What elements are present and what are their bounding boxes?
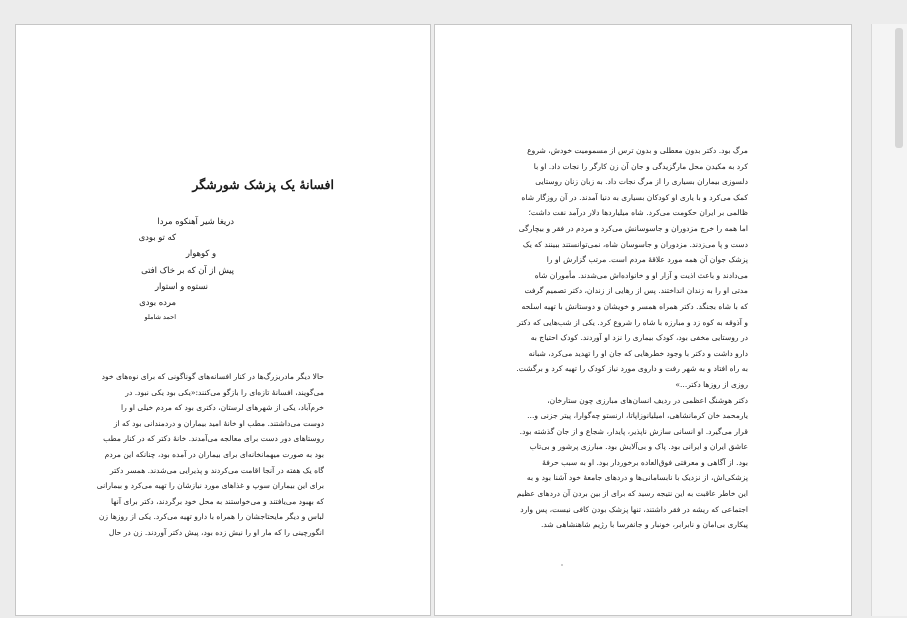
text-line: بود. از آگاهی و معرفتی فوق‌العاده برخوردار بود. او به سبب حرفهٔ — [542, 457, 748, 467]
left-page-body — [28, 369, 324, 541]
poem-line: دریغا شیر آهنکوه مردا — [157, 216, 234, 226]
text-line: روزی از روزها دکتر...» — [675, 379, 748, 389]
poem-line: پیش از آن که بر خاک افتی — [141, 264, 234, 275]
text-line: دکتر هوشنگ اعظمی در ردیف انسان‌های مبارزی چون ستارخان، — [547, 395, 748, 405]
text-line: قرار می‌گیرد. او انسانی سازش ناپذیر، پایدار، شجاع و از جان گذشته بود. — [519, 426, 748, 436]
text-line: مرگ بود. دکتر بدون معطلی و بدون ترس از مسمومیت خودش، شروع — [527, 146, 748, 155]
text-line: که با شاه بجنگد. دکتر همراه همسر و خویشان و دوستانش با تهیه اسلحه — [521, 301, 748, 311]
text-line: به راه افتاد و به شهر رفت و داروی مورد نیاز کودک را تهیه کرد و برگشت. — [516, 364, 748, 374]
epigraph-poem — [34, 213, 234, 323]
text-line: کمک می‌کرد و با یاری او کودکان بسیاری به دنیا آمدند. در آن روزگار شاه — [521, 192, 748, 202]
text-line: برای این بیماران سوپ و غذاهای مورد نیازشان را تهیه می‌کرد و بیمارانی — [96, 481, 324, 491]
poem-line: که تو بودی — [138, 232, 176, 243]
right-page-body — [450, 143, 748, 533]
text-line: دست و پا می‌زدند. مزدوران و جاسوسان شاه، نمی‌توانستند ببینند که یک — [522, 239, 748, 249]
text-line: پزشک جوان آن همه مورد علاقهٔ مردم است. مرتب گزارش او را — [546, 255, 748, 265]
text-line: روستاهای دور دست برای معالجه می‌آمدند. خانهٔ دکتر که در کنار مطب — [103, 434, 324, 444]
poem-line: مرده بودی — [139, 297, 176, 308]
text-line: کرد به مکیدن محل مارگزیدگی و جان آن زن کارگر را نجات داد. او با — [533, 161, 748, 171]
text-line: لباس و دیگر مایحتاجشان را همراه با دارو تهیه می‌کرد. یکی از روزها زن — [98, 512, 324, 522]
vertical-scrollbar[interactable] — [871, 24, 907, 616]
text-line: انگورچینی را که مار او را نیش زده بود، پیش دکتر آوردند. زن در حال — [108, 527, 324, 537]
text-line: در روستایی مخفی بود، کودک بیماری را نزد او آوردند. کودک احتیاج به — [530, 333, 748, 343]
scrollbar-thumb[interactable] — [895, 28, 903, 148]
document-page-left — [15, 24, 431, 616]
poem-author: احمد شاملو — [144, 313, 176, 322]
text-line: بود به صورت میهمانخانه‌ای برای بیماران در آمده بود، چنانکه این مردم — [104, 449, 324, 459]
text-line: می‌گویند، افسانهٔ تازه‌ای را بازگو می‌کنند:«یکی بود یکی نبود. در — [125, 387, 324, 397]
text-line: این خاطر عاقبت به این نتیجه رسید که برای از بین بردن آن دردهای عظیم — [516, 489, 748, 499]
text-line: دوست می‌داشتند. مطب او خانهٔ امید بیماران و دردمندانی بود که از — [113, 418, 324, 428]
document-page-right — [434, 24, 852, 616]
text-line: اجتماعی که ریشه در فقر داشتند، تنها پزشک بودن کافی نیست، پس وارد — [520, 504, 748, 514]
text-line: اما همه را خرج مزدوران و جاسوسانش می‌کرد و مردم در فقر و بیچارگی — [518, 223, 748, 233]
page-speck — [561, 564, 563, 566]
text-line: عاشق ایران و ایرانی بود. پاک و بی‌آلایش بود. مبارزی پرشور و بی‌تاب — [529, 442, 748, 452]
text-line: خرم‌آباد، یکی از شهرهای لرستان، دکتری بود که مردم خیلی او را — [121, 403, 324, 413]
text-line: حالا دیگر مادربزرگ‌ها در کنار افسانه‌های گوناگونی که برای نوه‌های خود — [101, 372, 324, 381]
poem-line: نستوه و استوار — [155, 280, 208, 291]
chapter-title: افسانهٔ یک پزشک شورشگر — [192, 177, 334, 192]
text-line: پزشکی‌اش، از نزدیک با نابسامانی‌ها و دردهای جامعهٔ خود آشنا بود و به — [526, 473, 748, 483]
text-line: که بهبود می‌یافتند و می‌خواستند به محل خود برگردند، دکتر برای آنها — [110, 496, 324, 506]
text-line: و آذوقه به کوه زد و مبارزه با شاه را شروع کرد. یکی از شب‌هایی که دکتر — [517, 317, 748, 327]
text-line: دارو داشت و دکتر با وجود خطرهایی که جان او را تهدید می‌کرد، شبانه — [528, 348, 748, 358]
poem-line: و کوهوار — [185, 248, 216, 259]
text-line: می‌دادند و باعث اذیت و آزار او و خانواده‌اش می‌شدند. مأموران شاه — [534, 270, 748, 280]
text-line: گاه یک هفته در آنجا اقامت می‌کردند و پذیرایی می‌شدند. همسر دکتر — [109, 465, 324, 475]
text-line: پیکاری بی‌امان و نابرابر، خونبار و جانفرسا با رژیم شاهنشاهی شد. — [540, 520, 748, 530]
text-line: ظالمی بر ایران حکومت می‌کرد. شاه میلیاردها دلار درآمد نفت داشت؛ — [528, 208, 748, 218]
text-line: یارمحمد خان کرمانشاهی، امیلیانوزاپاتا، ارنستو چه‌گوارا، پیتر جزنی و... — [527, 411, 748, 421]
text-line: مدتی او را به زندان انداختند. پس از رهایی از زندان، دکتر تصمیم گرفت — [524, 286, 748, 296]
text-line: دلسوزی بیماران بسیاری را از مرگ نجات داد. به زبان زنان روستایی — [535, 177, 748, 187]
